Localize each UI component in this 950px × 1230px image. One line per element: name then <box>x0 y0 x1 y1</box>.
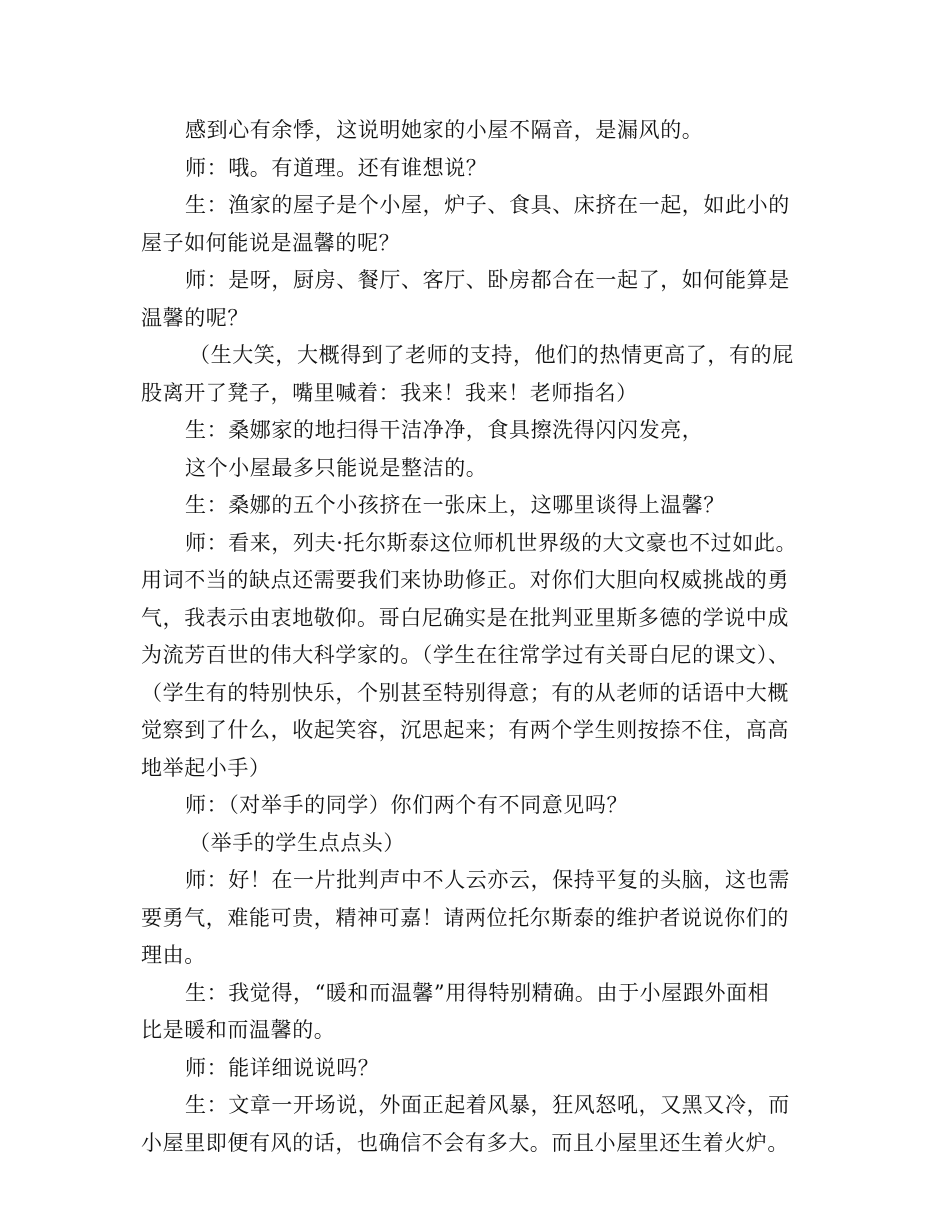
text-line: 股离开了凳子，嘴里喊着：我来！我来！老师指名） <box>141 380 638 405</box>
text-line: 生：桑娜家的地扫得干洁净净，食具擦洗得闪闪发亮， <box>185 418 704 442</box>
text-line: 生：文章一开场说，外面正起着风暴，狂风怒吼，又黑又冷，而 <box>185 1093 790 1117</box>
text-line: 师：（对举手的同学）你们两个有不同意见吗？ <box>185 793 629 817</box>
text-line: 温馨的呢？ <box>141 305 249 330</box>
text-line: 用词不当的缺点还需要我们来协助修正。对你们大胆向权威挑战的勇 <box>141 568 789 592</box>
text-line: 为流芳百世的伟大科学家的。（学生在往常学过有关哥白尼的课文）、 <box>141 643 790 667</box>
text-line: 要勇气，难能可贵，精神可嘉！请两位托尔斯泰的维护者说说你们的 <box>141 905 789 930</box>
text-line: 气，我表示由衷地敬仰。哥白尼确实是在批判亚里斯多德的学说中成 <box>141 605 789 630</box>
text-line: 师：是呀，厨房、餐厅、客厅、卧房都合在一起了，如何能算是 <box>185 268 790 292</box>
text-line: 感到心有余悸，这说明她家的小屋不隔音，是漏风的。 <box>185 118 704 142</box>
text-line: 师：好！在一片批判声中不人云亦云，保持平复的头脑，这也需 <box>185 868 790 892</box>
text-line: （举手的学生点点头） <box>189 830 405 855</box>
text-line: 屋子如何能说是温馨的呢？ <box>141 230 401 255</box>
text-line: 生：渔家的屋子是个小屋，炉子、食具、床挤在一起，如此小的 <box>185 193 790 217</box>
text-line: 理由。 <box>141 943 206 967</box>
text-line: 这个小屋最多只能说是整洁的。 <box>185 455 488 480</box>
text-line: 生：桑娜的五个小孩挤在一张床上，这哪里谈得上温馨？ <box>185 493 725 517</box>
text-line: 师：看来，列夫·托尔斯泰这位师机世界级的大文豪也不过如此。 <box>185 530 798 555</box>
text-line: （生大笑，大概得到了老师的支持，他们的热情更高了，有的屁 <box>189 343 794 367</box>
text-line: （学生有的特别快乐，个别甚至特别得意；有的从老师的话语中大概 <box>141 680 789 705</box>
body-text <box>141 112 831 1162</box>
text-line: 觉察到了什么，收起笑容，沉思起来；有两个学生则按捺不住，高高 <box>141 718 789 742</box>
text-line: 小屋里即便有风的话，也确信不会有多大。而且小屋里还生着火炉。 <box>141 1130 789 1155</box>
text-line: 比是暖和而温馨的。 <box>141 1018 336 1042</box>
text-line: 地举起小手） <box>141 755 271 780</box>
text-line: 师：能详细说说吗？ <box>185 1055 380 1080</box>
text-line: 生：我觉得，“暖和而温馨”用得特别精确。由于小屋跟外面相 <box>185 980 770 1005</box>
text-line: 师：哦。有道理。还有谁想说？ <box>185 155 488 180</box>
